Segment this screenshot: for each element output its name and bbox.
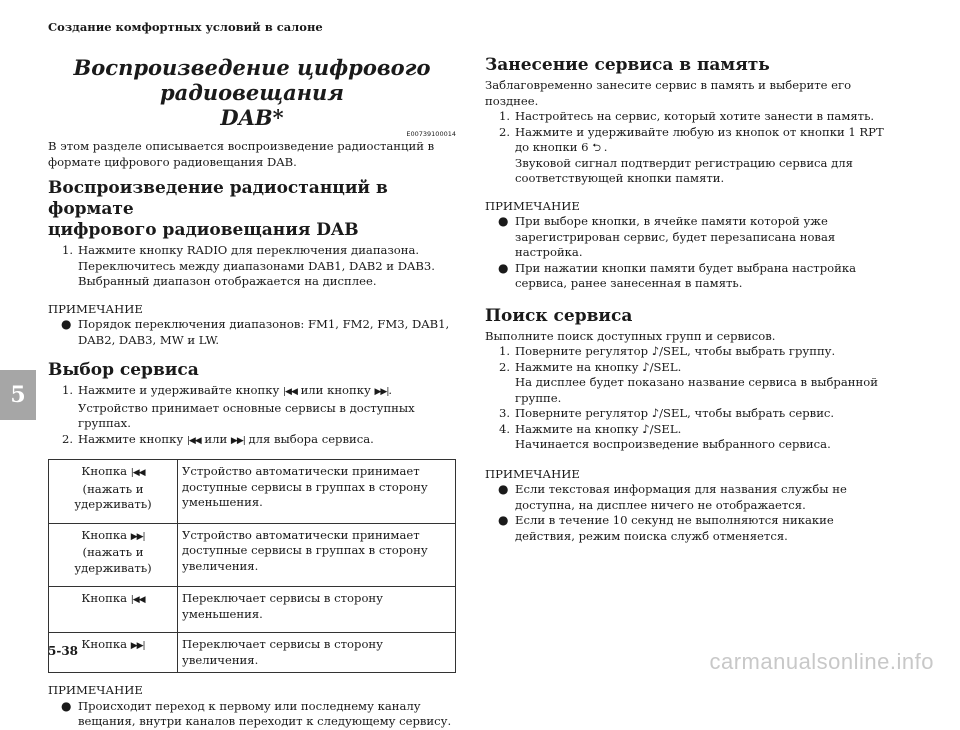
table-row (49, 587, 456, 633)
bullet-icon: ● (498, 482, 509, 496)
next-track-icon: ▶▶| (130, 531, 145, 542)
step-text: /SEL. (649, 359, 682, 374)
step-text: Поверните регулятор (515, 406, 648, 420)
step-text: или кнопку (296, 383, 375, 397)
table-row (49, 523, 456, 587)
list-item (48, 383, 456, 432)
page-title (48, 55, 456, 130)
note-text: Порядок переключения диапазонов: FM1, FM2, FM3, DAB1, DAB2, DAB3, MW и LW. (78, 317, 450, 347)
cell-text: Кнопка (81, 591, 127, 605)
table-cell-button (49, 633, 178, 673)
step-number: 1. (499, 109, 511, 123)
step-text: Нажмите на кнопку (515, 421, 639, 436)
step-number: 4. (499, 421, 511, 436)
note-item (48, 699, 456, 730)
cell-text: Кнопка (81, 464, 127, 478)
bullet-icon: ● (498, 513, 509, 527)
table-row (49, 460, 456, 524)
page-number: 5-38 (48, 644, 79, 658)
list-item (485, 406, 895, 422)
note-text: При выборе кнопки, в ячейке памяти которой уже зарегистрирован сервис, будет перезаписана новая настройка. (515, 214, 836, 259)
step-text: . (388, 383, 393, 397)
cell-text: (нажать и удерживать) (74, 545, 152, 575)
step-text: Нажмите кнопку RADIO для переключения диапазона. Переключитесь между диапазонами DAB1, DAB2 и DAB3. Выбранный диапазон отображается на дисплее. (78, 243, 435, 288)
music-note-icon: ♪ (651, 344, 660, 358)
note-item (48, 317, 456, 348)
bullet-icon: ● (61, 698, 72, 713)
step-text: для выбора сервиса. (244, 431, 374, 446)
search-intro: Выполните поиск доступных групп и сервисов. (485, 328, 776, 343)
bullet-icon: ● (61, 317, 72, 331)
list-item (485, 125, 895, 187)
list-item (485, 109, 895, 125)
prev-track-icon: |◀◀ (283, 387, 297, 397)
return-arrow-icon: ⮌ (592, 141, 601, 154)
music-note-icon: ♪ (642, 359, 650, 374)
list-item (485, 344, 895, 360)
step-number: 2. (499, 359, 511, 374)
note-2 (48, 683, 456, 730)
note-title: ПРИМЕЧАНИЕ (48, 301, 143, 316)
list-item (48, 432, 456, 450)
step-number: 1. (62, 383, 74, 397)
prev-track-icon: |◀◀ (130, 468, 145, 478)
next-track-icon: ▶▶| (230, 435, 245, 446)
step-text: Нажмите и удерживайте любую из кнопок от кнопки 1 RPT до кнопки 6 (515, 124, 884, 154)
step-text: Нажмите кнопку (78, 431, 187, 446)
intro-text: В этом разделе описывается воспроизведение радиостанций в формате цифрового радиовещания DAB. (48, 139, 435, 169)
title-line-1: Воспроизведение цифрового радиовещания (73, 55, 431, 105)
button-function-table (48, 459, 456, 673)
running-header: Создание комфортных условий в салоне (48, 20, 323, 34)
title-line-2: DAB* (220, 105, 284, 130)
note-1 (48, 302, 456, 349)
table-cell-description: Переключает сервисы в сторону увеличения. (178, 633, 456, 673)
prev-track-icon: |◀◀ (130, 595, 145, 605)
section-heading-select: Выбор сервиса (48, 360, 199, 380)
note-item (485, 513, 895, 544)
table-cell-description: Устройство автоматически принимает доступные сервисы в группах в сторону уменьшения. (178, 460, 456, 524)
step-number: 1. (499, 344, 511, 358)
bullet-icon: ● (498, 260, 509, 275)
heading-line-2: цифрового радиовещания DAB (48, 220, 359, 240)
doc-code: E00739100014 (406, 130, 456, 138)
music-note-icon: ♪ (651, 406, 660, 420)
note-title: ПРИМЕЧАНИЕ (485, 466, 580, 481)
note-text: Если текстовая информация для названия службы не доступна, на дисплее ничего не отображается. (515, 482, 847, 512)
chapter-tab: 5 (0, 370, 36, 420)
table-row (49, 633, 456, 673)
section-heading-search: Поиск сервиса (485, 305, 633, 326)
step-number: 1. (62, 243, 74, 257)
list-item (485, 360, 895, 407)
heading-line-1: Воспроизведение радиостанций в формате (48, 178, 388, 219)
note-3 (485, 199, 895, 292)
note-4 (485, 467, 895, 545)
note-item (485, 482, 895, 513)
note-text: Происходит переход к первому или последнему каналу вещания, внутри каналов переходит к следующему сервису. (78, 698, 452, 728)
step-text: Нажмите на кнопку (515, 359, 639, 374)
cell-text: Кнопка (81, 637, 127, 651)
playback-steps (48, 243, 456, 290)
table-cell-button (49, 523, 178, 587)
step-text: На дисплее будет показано название сервиса в выбранной группе. (515, 375, 878, 405)
cell-text: (нажать и удерживать) (74, 481, 152, 511)
music-note-icon: ♪ (642, 421, 650, 436)
note-title: ПРИМЕЧАНИЕ (48, 683, 143, 697)
next-track-icon: ▶▶| (130, 641, 145, 651)
step-number: 2. (62, 431, 74, 446)
table-cell-description: Переключает сервисы в сторону уменьшения. (178, 587, 456, 633)
note-text: Если в течение 10 секунд не выполняются никакие действия, режим поиска служб отменяется. (515, 513, 834, 543)
prev-track-icon: |◀◀ (186, 435, 201, 446)
note-title: ПРИМЕЧАНИЕ (485, 198, 580, 213)
step-text: Нажмите и удерживайте кнопку (78, 383, 284, 397)
step-text: Настройтесь на сервис, который хотите занести в память. (515, 109, 875, 123)
table-cell-button (49, 587, 178, 633)
list-item (485, 422, 895, 453)
memory-steps (485, 109, 895, 187)
step-text: Устройство принимает основные сервисы в доступных группах. (78, 400, 415, 430)
step-text: /SEL. (649, 421, 682, 436)
section-heading-memory: Занесение сервиса в память (485, 55, 770, 75)
list-item (48, 243, 456, 290)
step-text: или (200, 431, 231, 446)
step-text: Начинается воспроизведение выбранного сервиса. (515, 437, 831, 451)
select-steps (48, 383, 456, 449)
right-column (485, 55, 895, 544)
table-cell-description: Устройство автоматически принимает доступные сервисы в группах в сторону увеличения. (178, 523, 456, 587)
left-column (48, 55, 456, 730)
watermark: carmanualsonline.info (709, 649, 934, 674)
step-text: Звуковой сигнал подтвердит регистрацию сервиса для соответствующей кнопки памяти. (515, 155, 853, 185)
cell-text: Кнопка (81, 527, 127, 542)
step-text: /SEL, чтобы выбрать сервис. (659, 406, 835, 420)
note-item (485, 261, 895, 292)
search-steps (485, 344, 895, 453)
memory-intro: Заблаговременно занесите сервис в память и выберите его позднее. (485, 78, 852, 108)
step-text: Поверните регулятор (515, 344, 648, 358)
next-track-icon: ▶▶| (374, 387, 389, 397)
step-number: 2. (499, 124, 511, 139)
note-item (485, 214, 895, 261)
step-text: . (603, 140, 608, 154)
step-number: 3. (499, 406, 511, 420)
bullet-icon: ● (498, 214, 509, 228)
step-text: /SEL, чтобы выбрать группу. (659, 344, 836, 358)
table-cell-button (49, 460, 178, 524)
section-heading-playback (48, 178, 456, 241)
note-text: При нажатии кнопки памяти будет выбрана настройка сервиса, ранее занесенная в память. (515, 260, 856, 290)
